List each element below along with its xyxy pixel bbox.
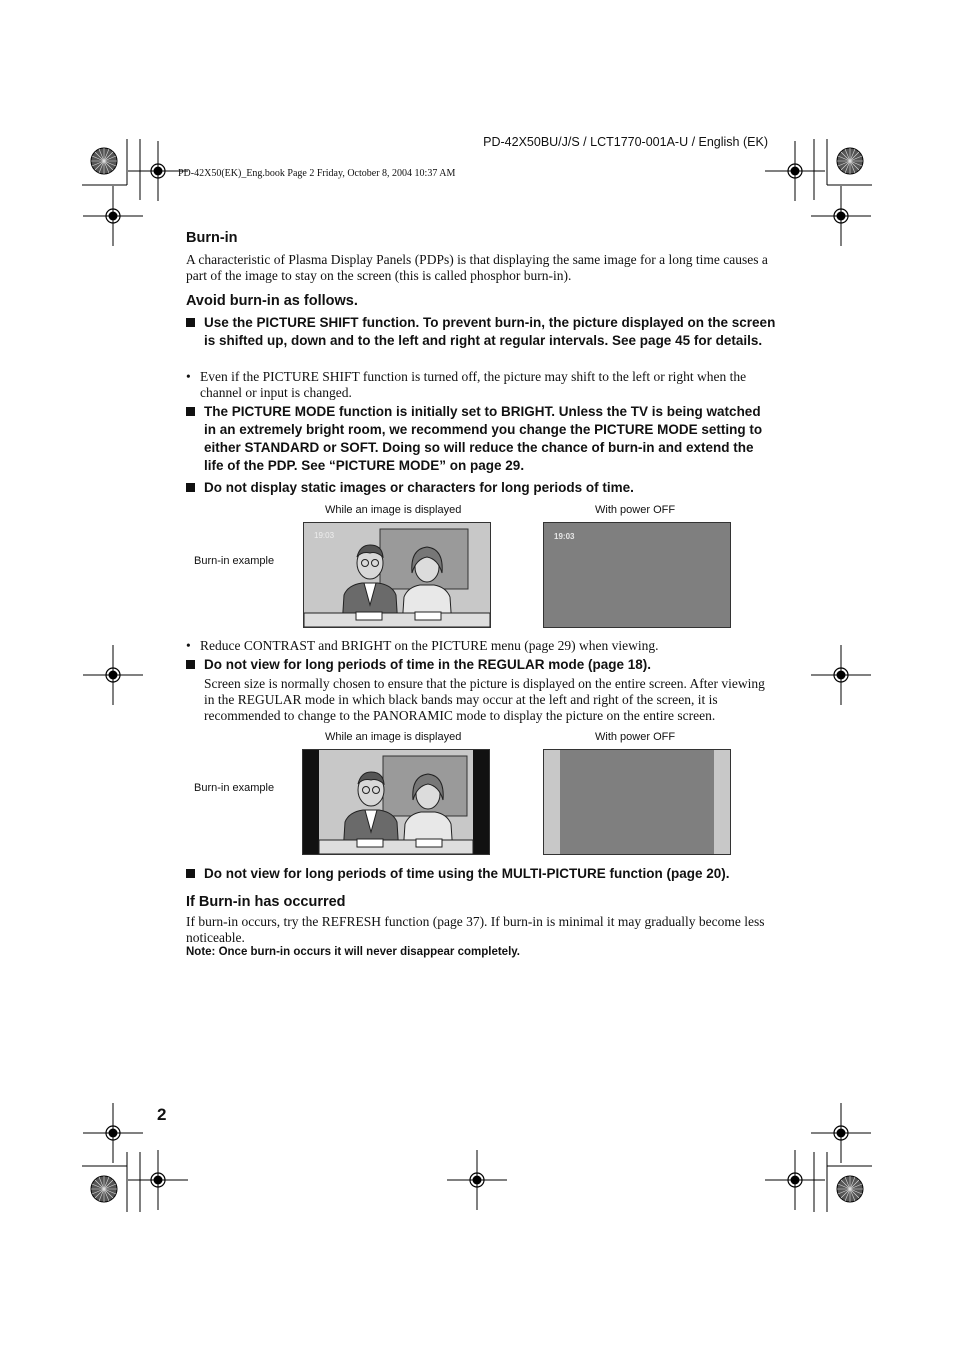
figure2-row-label: Burn-in example	[194, 782, 275, 794]
bullet-note-contrast	[186, 638, 776, 654]
section-title-burn-in: Burn-in	[186, 230, 238, 246]
band-ghost-left	[544, 750, 560, 854]
dot-bullet-icon: •	[186, 638, 191, 653]
square-bullet-icon	[186, 407, 195, 416]
figure1-caption-right: With power OFF	[595, 504, 676, 516]
refresh-description: If burn-in occurs, try the REFRESH function (page 37). If burn-in is minimal it may gradually become less noticeable.	[186, 914, 765, 945]
item-text: Do not view for long periods of time using the MULTI-PICTURE function (page 20).	[204, 866, 730, 881]
bullet-note-picture-shift	[186, 369, 776, 401]
list-item-picture-mode	[186, 403, 766, 475]
square-bullet-icon	[186, 660, 195, 669]
item-text: The PICTURE MODE function is initially set to BRIGHT. Unless the TV is being watched in an extremely bright room, we recommend you change the PICTURE MODE setting to either STANDARD or SOFT. Doing so will reduce the chance of burn-in and extend the life of the PDP. See “PICTURE MODE” on page 29.	[204, 404, 763, 473]
list-item-regular-mode	[186, 656, 780, 674]
figure1-screen-off	[543, 522, 731, 628]
figure1-row-label: Burn-in example	[194, 555, 275, 567]
list-item-multi-picture	[186, 865, 786, 883]
figure2-screen-off	[543, 749, 731, 855]
figure1-caption-left: While an image is displayed	[325, 504, 462, 516]
regular-mode-description: Screen size is normally chosen to ensure that the picture is displayed on the entire screen. After viewing in the REGULAR mode in which black bands may occur at the left and right of the screen, it is recommended to change to the PANORAMIC mode to display the picture on the entire screen.	[204, 676, 765, 723]
burn-in-description: A characteristic of Plasma Display Panels (PDPs) is that displaying the same image for a long time causes a part of the image to stay on the screen (this is called phosphor burn-in).	[186, 252, 768, 283]
list-item-picture-shift	[186, 314, 780, 350]
news-anchors-regular-mode-illustration	[303, 750, 489, 854]
item-text: Do not view for long periods of time in the REGULAR mode (page 18).	[204, 657, 652, 672]
item-text: Do not display static images or characters for long periods of time.	[204, 480, 634, 495]
figure2-screen-image	[302, 749, 490, 855]
square-bullet-icon	[186, 483, 195, 492]
figure2-caption-right: With power OFF	[595, 731, 676, 743]
document-id: PD-42X50BU/J/S / LCT1770-001A-U / English (EK)	[483, 135, 768, 149]
item-text: Use the PICTURE SHIFT function. To prevent burn-in, the picture displayed on the screen is shifted up, down and to the left and right at regular intervals. See page 45 for details.	[204, 315, 776, 348]
list-item-static-images	[186, 479, 780, 497]
dot-bullet-icon: •	[186, 369, 191, 384]
section-title-if-occurred: If Burn-in has occurred	[186, 894, 346, 910]
clock-burn-in-ghost: 19:03	[554, 532, 575, 541]
square-bullet-icon	[186, 318, 195, 327]
square-bullet-icon	[186, 869, 195, 878]
book-info: PD-42X50(EK)_Eng.book Page 2 Friday, October 8, 2004 10:37 AM	[178, 168, 456, 179]
bullet-text: Even if the PICTURE SHIFT function is turned off, the picture may shift to the left or right when the channel or input is changed.	[200, 369, 747, 400]
bullet-text: Reduce CONTRAST and BRIGHT on the PICTURE menu (page 29) when viewing.	[200, 638, 659, 653]
page-number: 2	[157, 1105, 167, 1124]
figure1-screen-image	[303, 522, 491, 628]
section-title-avoid: Avoid burn-in as follows.	[186, 293, 358, 309]
band-ghost-right	[714, 750, 730, 854]
figure2-caption-left: While an image is displayed	[325, 731, 462, 743]
clock-overlay: 19:03	[314, 531, 335, 540]
burn-in-note: Note: Once burn-in occurs it will never disappear completely.	[186, 946, 521, 958]
